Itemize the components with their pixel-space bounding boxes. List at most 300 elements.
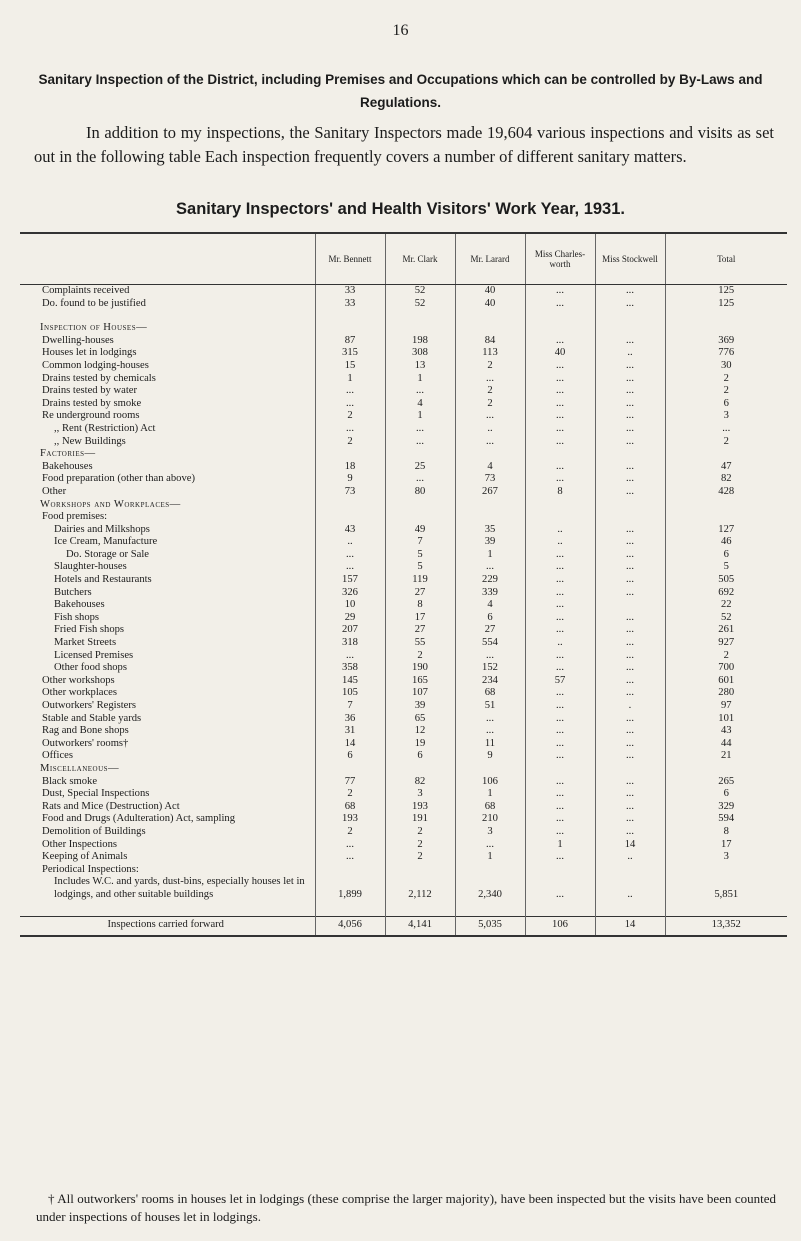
table-cell bbox=[525, 763, 595, 776]
table-cell: ... bbox=[385, 473, 455, 486]
table-row bbox=[20, 524, 787, 537]
table-cell: 49 bbox=[385, 524, 455, 537]
intro-paragraph: In addition to my inspections, the Sanitary Inspectors made 19,604 various inspections and visits as set out in the following table Each inspection frequently covers a number of different sanitary matters. bbox=[34, 123, 774, 166]
spacer-cell bbox=[385, 310, 455, 322]
table-cell: ... bbox=[315, 423, 385, 436]
table-cell: 101 bbox=[665, 713, 787, 726]
table-cell: 73 bbox=[315, 486, 385, 499]
table-cell: 43 bbox=[665, 725, 787, 738]
row-label: Rats and Mice (Destruction) Act bbox=[42, 800, 180, 812]
table-cell: ... bbox=[595, 826, 665, 839]
table-cell: ... bbox=[525, 335, 595, 348]
table-row bbox=[20, 624, 787, 637]
table-cell: 77 bbox=[315, 776, 385, 789]
table-cell: ... bbox=[525, 385, 595, 398]
row-label: Rag and Bone shops bbox=[42, 725, 129, 737]
table-row bbox=[20, 713, 787, 726]
table-cell: 554 bbox=[455, 637, 525, 650]
table-cell: 80 bbox=[385, 486, 455, 499]
table-row bbox=[20, 285, 787, 298]
spacer-cell bbox=[595, 902, 665, 917]
table-cell: 65 bbox=[385, 713, 455, 726]
row-label: Butchers bbox=[54, 586, 92, 598]
table-cell: . bbox=[595, 700, 665, 713]
table-cell: ... bbox=[525, 473, 595, 486]
table-cell bbox=[595, 448, 665, 461]
table-cell: 1 bbox=[385, 410, 455, 423]
row-label: Do. found to be justified bbox=[42, 297, 146, 309]
table-cell: .. bbox=[595, 876, 665, 901]
table-row bbox=[20, 511, 787, 524]
spacer-cell bbox=[665, 310, 787, 322]
table-cell: 4 bbox=[455, 599, 525, 612]
row-label: Offices bbox=[42, 750, 73, 762]
table-cell bbox=[595, 322, 665, 335]
table-row bbox=[20, 373, 787, 386]
table-body bbox=[20, 285, 787, 936]
table-cell: 35 bbox=[455, 524, 525, 537]
table-cell: 46 bbox=[665, 536, 787, 549]
table-row bbox=[20, 763, 787, 776]
table-cell: 2 bbox=[665, 650, 787, 663]
table-cell: 87 bbox=[315, 335, 385, 348]
table-cell bbox=[455, 763, 525, 776]
table-cell: 52 bbox=[385, 298, 455, 311]
table-cell: 2 bbox=[665, 373, 787, 386]
table-cell: 11 bbox=[455, 738, 525, 751]
table-cell bbox=[595, 599, 665, 612]
column-header: Mr. Bennett bbox=[315, 233, 385, 285]
total-cell: 13,352 bbox=[665, 916, 787, 936]
table-cell: 2 bbox=[315, 826, 385, 839]
total-cell: 106 bbox=[525, 916, 595, 936]
column-header: Miss Stockwell bbox=[595, 233, 665, 285]
table-cell: ... bbox=[315, 650, 385, 663]
table-cell: ... bbox=[595, 486, 665, 499]
table-cell: 4 bbox=[385, 398, 455, 411]
table-cell: 369 bbox=[665, 335, 787, 348]
row-label: ,, Rent (Restriction) Act bbox=[54, 422, 156, 434]
table-cell: 2 bbox=[385, 826, 455, 839]
table-cell bbox=[595, 511, 665, 524]
table-row bbox=[20, 410, 787, 423]
row-label: Drains tested by water bbox=[42, 385, 138, 397]
table-cell: ... bbox=[595, 713, 665, 726]
table-cell bbox=[525, 448, 595, 461]
table-cell: 22 bbox=[665, 599, 787, 612]
table-row bbox=[20, 776, 787, 789]
table-cell: 27 bbox=[385, 587, 455, 600]
table-cell: 198 bbox=[385, 335, 455, 348]
column-header: Mr. Larard bbox=[455, 233, 525, 285]
table-cell: 17 bbox=[665, 839, 787, 852]
table-cell: 2 bbox=[455, 385, 525, 398]
table-cell: 4 bbox=[455, 461, 525, 474]
table-cell: 84 bbox=[455, 335, 525, 348]
table-cell: 601 bbox=[665, 675, 787, 688]
total-label: Inspections carried forward bbox=[20, 916, 315, 936]
table-cell: ... bbox=[315, 851, 385, 864]
table-cell: 308 bbox=[385, 347, 455, 360]
row-label: Hotels and Restaurants bbox=[54, 574, 152, 586]
table-row bbox=[20, 461, 787, 474]
table-cell: 33 bbox=[315, 298, 385, 311]
table-cell: 1 bbox=[315, 373, 385, 386]
table-cell: ... bbox=[595, 436, 665, 449]
table-cell: 145 bbox=[315, 675, 385, 688]
table-cell: 318 bbox=[315, 637, 385, 650]
table-cell: 3 bbox=[665, 851, 787, 864]
row-label: Houses let in lodgings bbox=[42, 347, 137, 359]
table-cell: ... bbox=[455, 436, 525, 449]
table-cell: ... bbox=[525, 738, 595, 751]
row-label: Outworkers' rooms† bbox=[42, 737, 129, 749]
table-cell: ... bbox=[525, 398, 595, 411]
table-row bbox=[20, 650, 787, 663]
row-label: Food premises: bbox=[42, 511, 108, 523]
table-cell: 428 bbox=[665, 486, 787, 499]
row-label: Re underground rooms bbox=[42, 410, 140, 422]
table-cell bbox=[315, 864, 385, 877]
table-cell: 39 bbox=[455, 536, 525, 549]
table-cell: ... bbox=[455, 650, 525, 663]
table-cell: 10 bbox=[315, 599, 385, 612]
table-cell: 106 bbox=[455, 776, 525, 789]
table-row bbox=[20, 322, 787, 335]
table-cell: 3 bbox=[455, 826, 525, 839]
table-cell: 1,899 bbox=[315, 876, 385, 901]
table-cell: 68 bbox=[455, 687, 525, 700]
table-cell: ... bbox=[525, 549, 595, 562]
table-cell: ... bbox=[315, 385, 385, 398]
table-cell bbox=[385, 322, 455, 335]
table-cell: 9 bbox=[315, 473, 385, 486]
table-cell: ... bbox=[525, 826, 595, 839]
table-row bbox=[20, 385, 787, 398]
table-cell: 505 bbox=[665, 574, 787, 587]
table-cell: ... bbox=[595, 574, 665, 587]
row-label: Periodical Inspections: bbox=[42, 863, 139, 875]
table-cell: ... bbox=[315, 549, 385, 562]
spacer-cell bbox=[315, 310, 385, 322]
table-cell: ... bbox=[595, 561, 665, 574]
row-label: Complaints received bbox=[42, 285, 130, 296]
table-row bbox=[20, 561, 787, 574]
table-cell: ... bbox=[525, 410, 595, 423]
table-cell: 3 bbox=[665, 410, 787, 423]
row-label: Market Streets bbox=[54, 637, 117, 649]
table-cell: 119 bbox=[385, 574, 455, 587]
row-label: Stable and Stable yards bbox=[42, 712, 142, 724]
table-cell: ... bbox=[455, 410, 525, 423]
table-row bbox=[20, 801, 787, 814]
table-cell: 6 bbox=[665, 788, 787, 801]
table-cell: ... bbox=[525, 436, 595, 449]
table-cell: 105 bbox=[315, 687, 385, 700]
table-row bbox=[20, 473, 787, 486]
table-cell: 7 bbox=[315, 700, 385, 713]
total-cell: 5,035 bbox=[455, 916, 525, 936]
table-row bbox=[20, 725, 787, 738]
table-cell bbox=[455, 864, 525, 877]
table-cell: 125 bbox=[665, 298, 787, 311]
row-label: Workshops and Workplaces— bbox=[40, 498, 181, 510]
table-cell: ... bbox=[595, 738, 665, 751]
total-cell: 4,056 bbox=[315, 916, 385, 936]
table-cell: ... bbox=[595, 373, 665, 386]
table-cell: 44 bbox=[665, 738, 787, 751]
table-cell: ... bbox=[525, 700, 595, 713]
spacer-cell bbox=[595, 310, 665, 322]
table-cell: 2 bbox=[315, 410, 385, 423]
table-cell bbox=[385, 499, 455, 512]
table-cell: 14 bbox=[315, 738, 385, 751]
row-label: Includes W.C. and yards, dust-bins, especially houses let in lodgings, and other suitable buildings bbox=[54, 876, 305, 900]
row-label: Bakehouses bbox=[54, 599, 105, 611]
table-row bbox=[20, 700, 787, 713]
table-cell: ... bbox=[595, 612, 665, 625]
table-cell: .. bbox=[525, 637, 595, 650]
table-cell: ... bbox=[455, 561, 525, 574]
table-row bbox=[20, 876, 787, 901]
table-cell: 5 bbox=[385, 549, 455, 562]
table-row bbox=[20, 662, 787, 675]
table-cell: ... bbox=[455, 839, 525, 852]
table-cell: ... bbox=[595, 750, 665, 763]
table-cell: 29 bbox=[315, 612, 385, 625]
row-label: Keeping of Animals bbox=[42, 851, 128, 863]
table-cell: 40 bbox=[455, 298, 525, 311]
table-cell: 107 bbox=[385, 687, 455, 700]
table-row bbox=[20, 423, 787, 436]
table-row bbox=[20, 750, 787, 763]
table-cell: 68 bbox=[315, 801, 385, 814]
table-cell: 229 bbox=[455, 574, 525, 587]
table-row bbox=[20, 813, 787, 826]
table-row bbox=[20, 499, 787, 512]
table-cell: 329 bbox=[665, 801, 787, 814]
table-cell: ... bbox=[595, 788, 665, 801]
table-row bbox=[20, 347, 787, 360]
table-cell: 267 bbox=[455, 486, 525, 499]
table-cell bbox=[665, 864, 787, 877]
table-cell: 152 bbox=[455, 662, 525, 675]
table-cell: 51 bbox=[455, 700, 525, 713]
table-cell bbox=[665, 763, 787, 776]
row-label: Food and Drugs (Adulteration) Act, sampling bbox=[42, 813, 236, 825]
table-cell: 1 bbox=[455, 851, 525, 864]
table-cell: 68 bbox=[455, 801, 525, 814]
table-row bbox=[20, 574, 787, 587]
table-cell: ... bbox=[525, 612, 595, 625]
table-cell: 8 bbox=[525, 486, 595, 499]
table-cell bbox=[385, 511, 455, 524]
table-cell: 30 bbox=[665, 360, 787, 373]
column-header bbox=[20, 233, 315, 285]
table-cell: 9 bbox=[455, 750, 525, 763]
table-cell: 5 bbox=[665, 561, 787, 574]
table-cell: 12 bbox=[385, 725, 455, 738]
table-cell: ... bbox=[455, 713, 525, 726]
table-cell bbox=[665, 499, 787, 512]
total-cell: 14 bbox=[595, 916, 665, 936]
table-cell: 190 bbox=[385, 662, 455, 675]
table-cell: 39 bbox=[385, 700, 455, 713]
row-label: Food preparation (other than above) bbox=[42, 473, 195, 485]
table-cell: 82 bbox=[385, 776, 455, 789]
table-cell: 2 bbox=[385, 851, 455, 864]
table-cell: ... bbox=[525, 423, 595, 436]
table-row bbox=[20, 788, 787, 801]
table-row bbox=[20, 587, 787, 600]
row-label: Dairies and Milkshops bbox=[54, 523, 150, 535]
table-cell: ... bbox=[525, 713, 595, 726]
table-cell: ... bbox=[595, 524, 665, 537]
table-cell bbox=[665, 448, 787, 461]
table-cell: 207 bbox=[315, 624, 385, 637]
table-cell: ... bbox=[525, 788, 595, 801]
table-cell: 1 bbox=[385, 373, 455, 386]
page-number: 16 bbox=[392, 22, 409, 39]
row-label: Other Inspections bbox=[42, 838, 118, 850]
table-cell: ... bbox=[595, 335, 665, 348]
table-cell: ... bbox=[455, 373, 525, 386]
spacer-cell bbox=[455, 310, 525, 322]
table-cell: ... bbox=[525, 561, 595, 574]
table-cell: ... bbox=[525, 360, 595, 373]
table-cell: 40 bbox=[455, 285, 525, 298]
row-label: Other workshops bbox=[42, 674, 115, 686]
table-row bbox=[20, 851, 787, 864]
table-cell: 2 bbox=[665, 436, 787, 449]
row-label: Other food shops bbox=[54, 662, 127, 674]
row-label: Dust, Special Inspections bbox=[42, 788, 150, 800]
spacer-cell bbox=[665, 902, 787, 917]
table-cell: 6 bbox=[665, 398, 787, 411]
row-label: Other bbox=[42, 485, 67, 497]
row-label: Drains tested by chemicals bbox=[42, 372, 156, 384]
table-cell: ... bbox=[595, 776, 665, 789]
table-cell: ... bbox=[595, 473, 665, 486]
table-cell: 55 bbox=[385, 637, 455, 650]
table-cell: 2 bbox=[455, 398, 525, 411]
table-cell: 700 bbox=[665, 662, 787, 675]
table-cell: 1 bbox=[455, 788, 525, 801]
inspectors-work-table bbox=[20, 232, 787, 937]
table-cell: 27 bbox=[455, 624, 525, 637]
table-title: Sanitary Inspectors' and Health Visitors' Work Year, 1931. bbox=[176, 200, 625, 218]
column-header: Miss Charles-worth bbox=[525, 233, 595, 285]
table-cell: ... bbox=[525, 750, 595, 763]
table-cell bbox=[315, 499, 385, 512]
row-label: ,, New Buildings bbox=[54, 435, 126, 447]
table-cell: 13 bbox=[385, 360, 455, 373]
table-cell: 193 bbox=[385, 801, 455, 814]
table-cell: ... bbox=[595, 461, 665, 474]
table-cell: ... bbox=[595, 587, 665, 600]
table-cell bbox=[665, 322, 787, 335]
table-cell: 157 bbox=[315, 574, 385, 587]
table-cell: .. bbox=[595, 851, 665, 864]
table-cell: ... bbox=[595, 549, 665, 562]
table-cell: 165 bbox=[385, 675, 455, 688]
table-cell: 31 bbox=[315, 725, 385, 738]
table-cell: 73 bbox=[455, 473, 525, 486]
table-cell: ... bbox=[595, 662, 665, 675]
table-cell: 21 bbox=[665, 750, 787, 763]
table-row bbox=[20, 864, 787, 877]
table-cell bbox=[595, 864, 665, 877]
table-cell: 19 bbox=[385, 738, 455, 751]
table-cell: ... bbox=[525, 599, 595, 612]
table-cell: 339 bbox=[455, 587, 525, 600]
table-cell: 594 bbox=[665, 813, 787, 826]
table-cell bbox=[455, 499, 525, 512]
total-row bbox=[20, 916, 787, 936]
spacer-cell bbox=[315, 902, 385, 917]
table-row bbox=[20, 298, 787, 311]
row-label: Black smoke bbox=[42, 775, 98, 787]
table-cell: ... bbox=[525, 725, 595, 738]
table-row bbox=[20, 486, 787, 499]
table-row bbox=[20, 448, 787, 461]
table-cell: ... bbox=[595, 801, 665, 814]
table-cell: ... bbox=[595, 298, 665, 311]
table-row bbox=[20, 675, 787, 688]
table-cell: 2 bbox=[455, 360, 525, 373]
table-cell: ... bbox=[315, 398, 385, 411]
table-cell: ... bbox=[525, 813, 595, 826]
table-cell: 358 bbox=[315, 662, 385, 675]
table-cell: 326 bbox=[315, 587, 385, 600]
row-label: Fried Fish shops bbox=[54, 624, 125, 636]
table-cell: 927 bbox=[665, 637, 787, 650]
table-cell: 33 bbox=[315, 285, 385, 298]
table-cell: 7 bbox=[385, 536, 455, 549]
row-label: Outworkers' Registers bbox=[42, 700, 136, 711]
table-cell: 125 bbox=[665, 285, 787, 298]
section-heading: Sanitary Inspection of the District, including Premises and Occupations which can be controlled by By-Laws and Regulations. bbox=[38, 72, 763, 110]
table-cell: 1 bbox=[455, 549, 525, 562]
row-label: Ice Cream, Manufacture bbox=[54, 536, 158, 548]
table-cell bbox=[315, 763, 385, 776]
row-label: Licensed Premises bbox=[54, 649, 134, 661]
table-cell: 3 bbox=[385, 788, 455, 801]
table-cell bbox=[525, 864, 595, 877]
table-cell: 210 bbox=[455, 813, 525, 826]
table-cell: 315 bbox=[315, 347, 385, 360]
row-label: Slaughter-houses bbox=[54, 561, 127, 573]
table-cell: 113 bbox=[455, 347, 525, 360]
table-cell: 2,112 bbox=[385, 876, 455, 901]
table-row bbox=[20, 612, 787, 625]
spacer-row bbox=[20, 902, 787, 917]
table-row bbox=[20, 536, 787, 549]
table-cell: 25 bbox=[385, 461, 455, 474]
table-cell: ... bbox=[525, 650, 595, 663]
table-cell: ... bbox=[315, 561, 385, 574]
table-row bbox=[20, 687, 787, 700]
table-row bbox=[20, 826, 787, 839]
row-label: Do. Storage or Sale bbox=[66, 548, 149, 560]
table-cell: 15 bbox=[315, 360, 385, 373]
table-cell: ... bbox=[385, 423, 455, 436]
table-cell: 6 bbox=[315, 750, 385, 763]
table-cell: ... bbox=[525, 461, 595, 474]
table-row bbox=[20, 637, 787, 650]
table-cell: 191 bbox=[385, 813, 455, 826]
table-cell: ... bbox=[595, 675, 665, 688]
